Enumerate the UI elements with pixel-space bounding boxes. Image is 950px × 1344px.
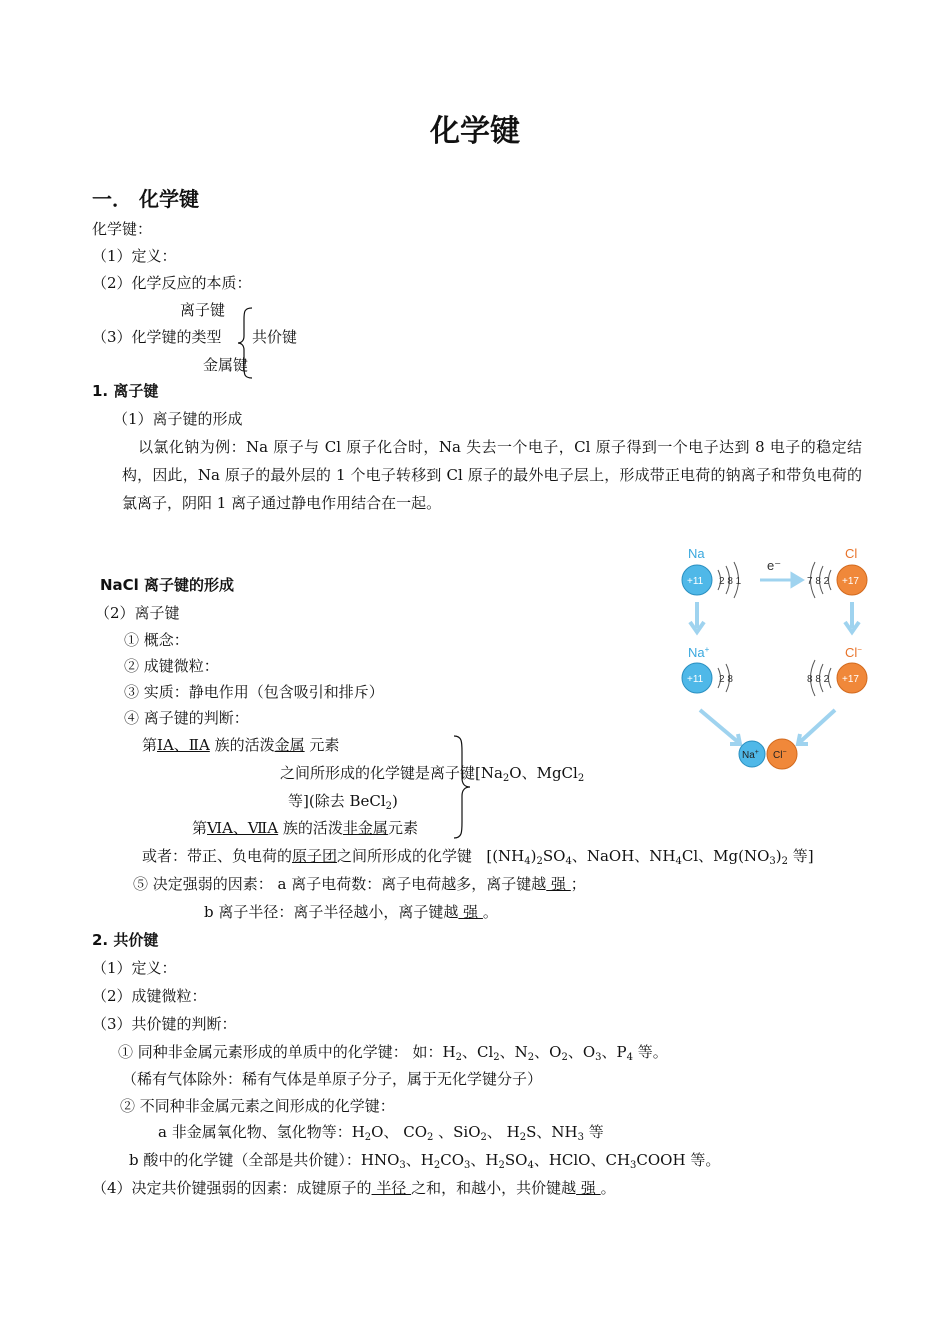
judge-line-4	[192, 818, 418, 838]
judge-line-1-pre: 第	[142, 736, 158, 754]
ionic-formation-content: 以氯化钠为例：Na 原子与 Cl 原子化合时，Na 失去一个电子，Cl 原子得到一个电子达到 8 电子的稳定结构，因此，Na 原子的最外层的 1 个电子转移到 Cl 原子的最外电子层上，形成带正电荷的钠离子和带负电荷的氯离子，阴阳 1 离子通过静电作用结合在一起。	[122, 438, 862, 512]
covalent-strength-post: 。	[600, 1179, 616, 1197]
or-pre: 或者：带正、负电荷的	[142, 847, 293, 865]
product-na-label: Na	[742, 750, 755, 761]
covalent-rule-2a: a 非金属氧化物、氢化物等：$H_2O$、 $CO_2$ 、SiO$_2$、 $H_2S$、$NH_3$ 等	[158, 1123, 604, 1143]
covalent-strength-answer: 强	[576, 1179, 601, 1197]
judge-line-2: 之间所形成的化学键是离子键[$Na_2O$、MgCl$_2$	[280, 764, 585, 784]
covalent-strength-mid: 之和，和越小，共价键越	[411, 1179, 577, 1197]
na-ion-nucleus: +11	[687, 674, 704, 685]
judge-line-1-group: IA、ⅡA	[157, 736, 210, 754]
electron-label: e⁻	[767, 558, 782, 573]
transfer-arrow-icon	[760, 574, 802, 586]
strength-a-text: ⑤ 决定强弱的因素： a 离子电荷数：离子电荷越多，离子键越	[133, 875, 547, 893]
covalent-def: （1）定义：	[92, 959, 177, 977]
cl-ion-label: Cl−	[845, 645, 862, 660]
ionic-judge: ④ 离子键的判断：	[124, 709, 249, 727]
types-label: （3）化学键的类型	[92, 328, 222, 346]
ionic-essence: ③ 实质：静电作用（包含吸引和排斥）	[124, 683, 384, 701]
judge-line-1-post: 元素	[304, 736, 340, 754]
judge-line-4-nonmetal: 非金属	[342, 819, 388, 837]
ionic-bond-label: （2）离子键	[95, 604, 180, 622]
judge-line-4-pre: 第	[192, 819, 208, 837]
product-cl-label: Cl	[773, 750, 783, 761]
product-na-text: Na+	[742, 749, 759, 761]
intro-text: 化学键：	[92, 220, 153, 238]
item-definition: （1）定义：	[92, 247, 177, 265]
ionic-particles: ② 成键微粒：	[124, 657, 219, 675]
nacl-diagram	[660, 540, 890, 780]
strength-b-answer: 强	[458, 903, 483, 921]
covalent-judge: （3）共价键的判断：	[92, 1015, 237, 1033]
or-post: 之间所形成的化学键	[337, 847, 473, 865]
or-radical: 原子团	[292, 847, 338, 865]
judge-line-4-mid: 族的活泼	[278, 819, 343, 837]
na-ion-label-text: Na	[688, 645, 705, 660]
covalent-strength	[92, 1178, 616, 1198]
covalent-rule-2b-text: b 酸中的化学键（全部是共价键）：HNO	[129, 1151, 400, 1169]
strength-b-text: b 离子半径：离子半径越小，离子键越	[204, 903, 459, 921]
down-arrow-cl-icon	[845, 602, 859, 632]
diag-arrow-left-icon	[700, 710, 740, 744]
judge-line-3-text: 等](除去 BeCl	[288, 792, 386, 810]
na-ion-shells: 2 8	[719, 674, 733, 685]
judge-line-4-group: ⅥA、ⅦA	[207, 819, 279, 837]
cl-label: Cl	[845, 546, 858, 561]
covalent-strength-radius: 半径	[371, 1179, 412, 1197]
na-label: Na	[688, 546, 705, 561]
covalent-rule-2a-text: a 非金属氧化物、氢化物等：H	[158, 1123, 365, 1141]
na-nucleus: +11	[687, 576, 704, 587]
type-covalent: 共价键	[252, 328, 298, 346]
ionic-concept: ① 概念：	[124, 631, 189, 649]
covalent-strength-pre: （4）决定共价键强弱的因素：成键原子的	[92, 1179, 372, 1197]
cl-ion-nucleus: +17	[842, 674, 859, 685]
ionic-heading: 1. 离子键	[92, 382, 159, 400]
na-shells: 2 8 1	[719, 576, 742, 587]
judge-line-1	[142, 735, 339, 755]
covalent-heading: 2. 共价键	[92, 931, 159, 949]
section-heading: 一． 化学键	[92, 187, 199, 211]
na-ion-label: Na+	[688, 645, 710, 660]
strength-b-line: b 离子半径：离子半径越小，离子键越 强 。	[204, 903, 498, 921]
cl-nucleus: +17	[842, 576, 859, 587]
ionic-formation-label: （1）离子键的形成	[113, 410, 243, 428]
covalent-noble: （稀有气体除外：稀有气体是单原子分子，属于无化学键分子）	[122, 1070, 543, 1088]
judge-line-4-post: 元素	[387, 819, 418, 837]
covalent-rule-2b: b 酸中的化学键（全部是共价键）：$HNO_3$、$H_2CO_3$、$H_2SO_4$、HClO、$CH_3COOH$ 等。	[129, 1151, 721, 1171]
or-line: 或者：带正、负电荷的原子团之间所形成的化学键 [$(NH_4)_2SO_4$、NaOH、$NH_4Cl$、$Mg(NO_3)_2$ 等]	[142, 847, 814, 867]
product-cl-text: Cl−	[773, 749, 787, 761]
judge-line-1-mid: 族的活泼	[209, 736, 275, 754]
strength-a-answer: 强	[546, 875, 571, 893]
type-ionic: 离子键	[180, 301, 226, 319]
nacl-caption: NaCl 离子键的形成	[100, 576, 235, 594]
type-metallic: 金属键	[203, 356, 249, 374]
cl-shells: 7 8 2	[807, 576, 830, 587]
judge-line-1-metal: 金属	[274, 736, 305, 754]
strength-a-line: ⑤ 决定强弱的因素： a 离子电荷数：离子电荷越多，离子键越 强 ；	[133, 875, 586, 893]
cl-ion-shells: 8 8 2	[807, 674, 830, 685]
judge-line-3: 等](除去 BeCl$_2$)	[288, 792, 398, 812]
down-arrow-na-icon	[690, 602, 704, 632]
item-essence: （2）化学反应的本质：	[92, 274, 252, 292]
covalent-particles: （2）成键微粒：	[92, 987, 207, 1005]
diag-arrow-right-icon	[798, 710, 835, 744]
ionic-formation-text	[122, 433, 862, 517]
covalent-rule-2: ② 不同种非金属元素之间形成的化学键：	[120, 1097, 395, 1115]
judge-line-2-text: 之间所形成的化学键是离子键[Na	[280, 764, 503, 782]
page-title: 化学键	[430, 114, 520, 149]
covalent-rule-1-text: ① 同种非金属元素形成的单质中的化学键： 如：H	[118, 1043, 456, 1061]
cl-ion-label-text: Cl	[845, 645, 858, 660]
covalent-rule-1: ① 同种非金属元素形成的单质中的化学键： 如：$H_2$、$Cl_2$、$N_2$、$O_2$、$O_3$、$P_4$ 等。	[118, 1043, 668, 1063]
right-brace-icon	[452, 734, 472, 840]
